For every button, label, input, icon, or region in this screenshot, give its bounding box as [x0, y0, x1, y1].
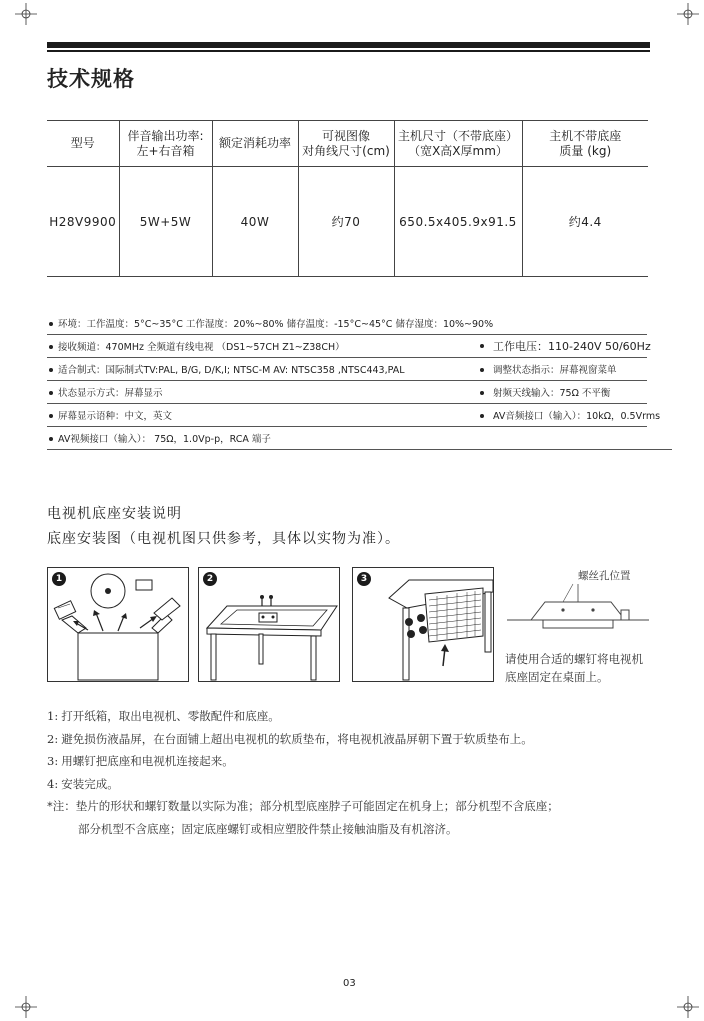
feature-row-language: 屏幕显示语种：中文，英文 AV音频接口（输入）：10kΩ，0.5Vrms — [47, 404, 647, 427]
bullet-icon — [49, 391, 53, 395]
header-rule-thin — [47, 50, 650, 52]
bullet-icon — [49, 437, 53, 441]
feature-row-status: 状态显示方式：屏幕显示 射频天线输入：75Ω 不平衡 — [47, 381, 647, 404]
install-step-1-illustration — [47, 567, 189, 682]
install-title: 电视机底座安装说明 — [47, 506, 182, 522]
crop-mark-icon — [677, 996, 699, 1018]
spec-data-row — [47, 167, 648, 277]
step-badge-1: 1 — [52, 572, 66, 586]
install-subtitle: 底座安装图（电视机图只供参考，具体以实物为准）。 — [47, 531, 400, 547]
step-badge-3: 3 — [357, 572, 371, 586]
bullet-icon — [480, 368, 484, 372]
install-step-2-illustration — [198, 567, 340, 682]
bullet-icon — [480, 391, 484, 395]
cell-screen-size: 约70 — [298, 167, 394, 277]
crop-mark-icon — [15, 996, 37, 1018]
step-item: 2: 避免损伤液晶屏，在台面铺上超出电视机的软质垫布，将电视机液晶屏朝下置于软质垫布上。 — [47, 731, 533, 746]
cell-weight: 约4.4 — [522, 167, 648, 277]
header-weight: 主机不带底座 质量 (kg) — [522, 121, 648, 167]
bullet-icon — [480, 344, 484, 348]
bullet-icon — [49, 322, 53, 326]
spec-table — [47, 120, 648, 277]
note-line-2: 部分机型不含底座；固定底座螺钉或相应塑胶件禁止接触油脂及有机溶济。 — [78, 821, 458, 836]
install-step-3-illustration — [352, 567, 494, 682]
header-dimensions: 主机尺寸（不带底座） （宽X高X厚mm） — [394, 121, 522, 167]
unboxing-illustration — [48, 568, 190, 683]
cell-audio-output: 5W+5W — [119, 167, 212, 277]
cell-power: 40W — [212, 167, 298, 277]
tv-on-table-illustration — [199, 568, 341, 683]
bullet-icon — [480, 414, 484, 418]
header-audio-output: 伴音输出功率: 左+右音箱 — [119, 121, 212, 167]
bullet-icon — [49, 414, 53, 418]
header-screen-size: 可视图像 对角线尺寸(cm) — [298, 121, 394, 167]
feature-row-system: 适合制式：国际制式TV:PAL, B/G, D/K,I; NTSC-M AV: NTSC358 ,NTSC443,PAL 调整状态指示：屏幕视窗菜单 — [47, 358, 647, 381]
cell-model: H28V9900 — [47, 167, 119, 277]
spec-header-row — [47, 121, 648, 167]
step-item: 4: 安装完成。 — [47, 776, 119, 791]
feature-row-reception: 接收频道：470MHz 全频道有线电视 （DS1~57CH Z1~Z38CH） 工作电压：110-240V 50/60Hz — [47, 335, 647, 358]
page-number: 03 — [343, 978, 356, 989]
step-badge-2: 2 — [203, 572, 217, 586]
header-power: 额定消耗功率 — [212, 121, 298, 167]
crop-mark-icon — [15, 3, 37, 25]
screw-hole-label: 螺丝孔位置 — [578, 570, 631, 582]
step-item: 3: 用螺钉把底座和电视机连接起来。 — [47, 754, 234, 768]
cell-dimensions: 650.5x405.9x91.5 — [394, 167, 522, 277]
feature-row-av-video: AV视频接口（输入）： 75Ω，1.0Vp-p，RCA 端子 — [47, 427, 672, 450]
feature-row-env: 环境：工作温度：5°C~35°C 工作湿度：20%~80% 储存温度：-15°C~45°C 储存湿度：10%~90% — [47, 312, 647, 335]
desk-fix-note: 请使用合适的螺钉将电视机 底座固定在桌面上。 — [505, 652, 643, 684]
crop-mark-icon — [677, 3, 699, 25]
bullet-icon — [49, 368, 53, 372]
bullet-icon — [49, 345, 53, 349]
header-rule — [47, 42, 650, 48]
screw-hole-diagram — [503, 580, 653, 642]
note-line-1: *注：垫片的形状和螺钉数量以实际为准；部分机型底座脖子可能固定在机身上；部分机型不含底座； — [47, 799, 559, 813]
step-item: 1: 打开纸箱，取出电视机、零散配件和底座。 — [47, 709, 280, 723]
install-steps — [47, 705, 559, 840]
header-model: 型号 — [47, 121, 119, 167]
screw-attach-illustration — [353, 568, 495, 683]
page-title: 技术规格 — [47, 67, 135, 91]
